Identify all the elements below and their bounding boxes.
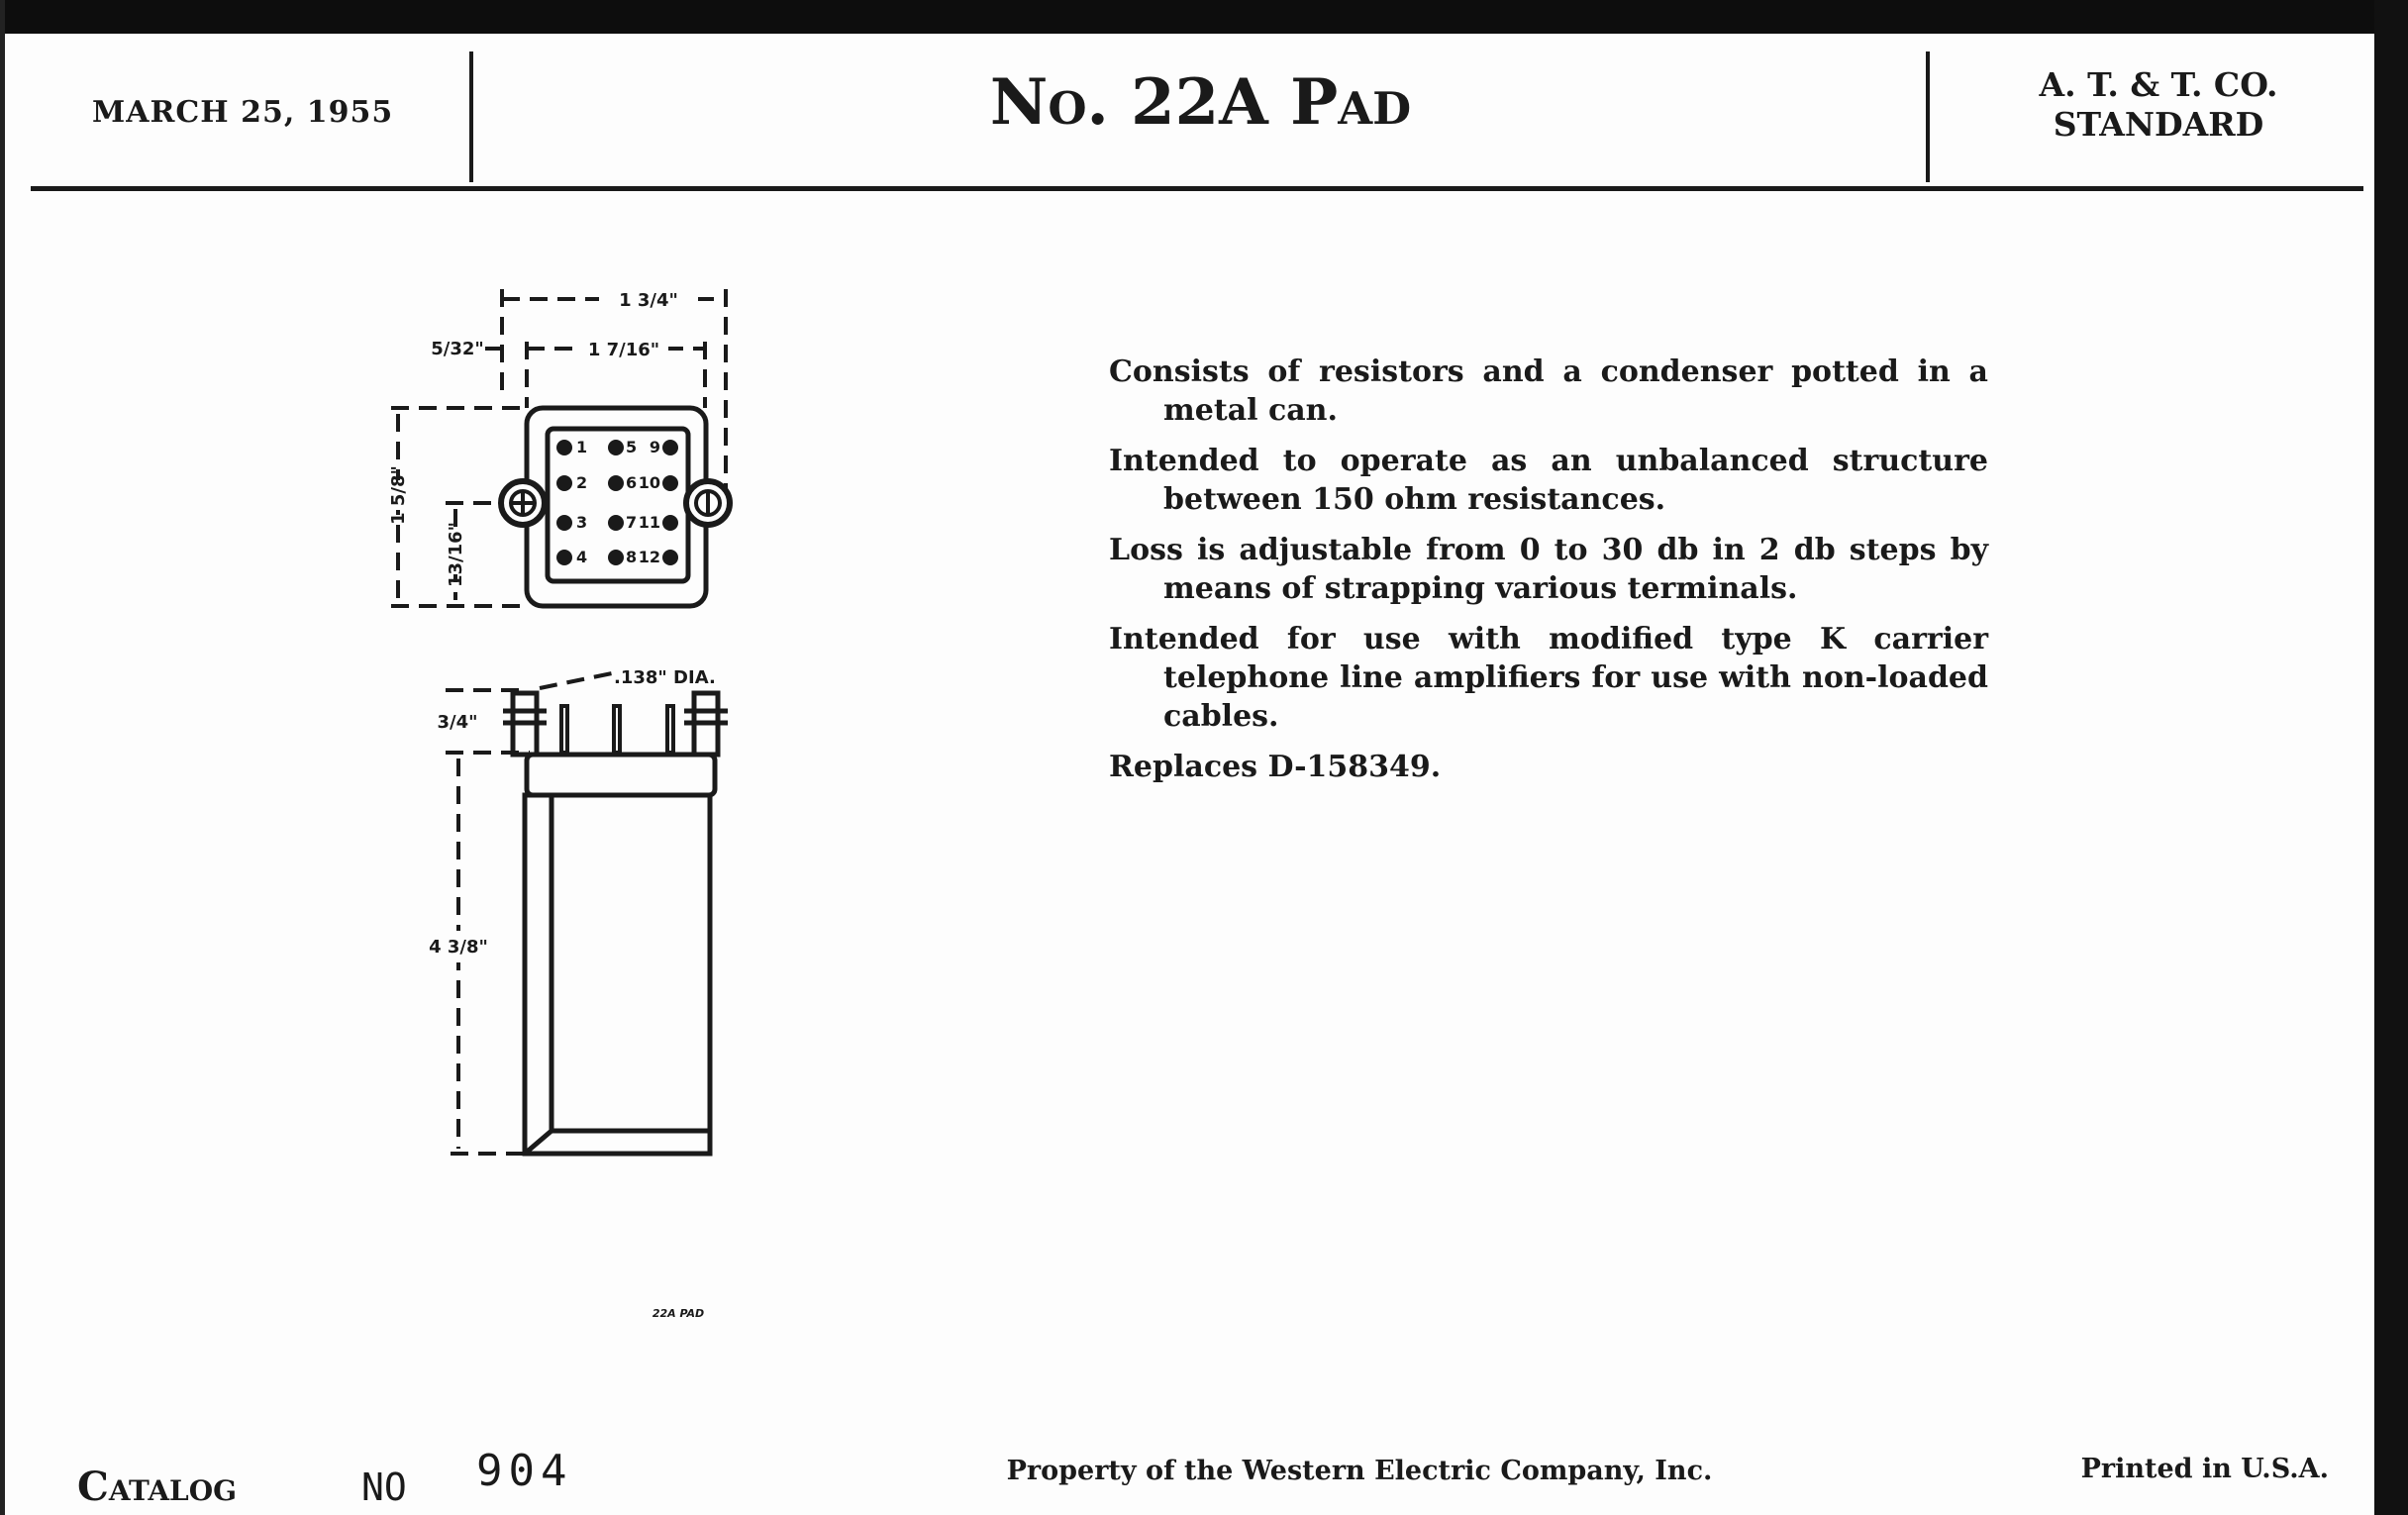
- terminal-label: 5: [626, 438, 638, 456]
- standard-line-1: A. T. & T. CO.: [2039, 65, 2278, 104]
- terminal-pins: [561, 706, 673, 753]
- side-view-dimensions: [446, 673, 612, 1154]
- dimension-stud-height: 3/4": [437, 712, 478, 733]
- terminal-label: 4: [576, 548, 588, 566]
- terminal-label: 12: [638, 548, 660, 566]
- dimension-overall-width: 1 3/4": [619, 290, 678, 311]
- catalog-label: Catalog: [77, 1464, 238, 1510]
- dimension-mount-height: 13/16": [446, 521, 466, 588]
- top-view-can: [527, 408, 706, 606]
- description-paragraph: Replaces D-158349.: [1109, 750, 1442, 784]
- terminal-label: 8: [626, 548, 638, 566]
- dimension-height: 1 5/8": [388, 465, 409, 525]
- dimension-terminal-span: 1 7/16": [587, 340, 660, 360]
- property-notice: Property of the Western Electric Company, Inc.: [1006, 1456, 1713, 1486]
- terminal-label: 7: [626, 513, 638, 532]
- mounting-ear-left: [501, 481, 545, 525]
- dimension-offset: 5/32": [431, 339, 484, 359]
- terminal-label: 2: [576, 473, 588, 492]
- dimension-can-height: 4 3/8": [429, 937, 488, 958]
- terminals: [556, 440, 678, 565]
- standard-line-2: STANDARD: [2053, 105, 2264, 144]
- description-paragraph: Intended for use with modified type K carrier telephone line amplifiers for use with non-loaded cables.: [1109, 622, 1988, 734]
- dimension-stud-dia: .138" DIA.: [614, 667, 716, 688]
- terminal-label: 3: [576, 513, 588, 532]
- terminal-label: 10: [638, 473, 660, 492]
- terminal-label: 11: [638, 513, 660, 532]
- catalog-number: 904: [476, 1446, 573, 1496]
- side-view-can: [525, 755, 715, 1154]
- mounting-ear-right: [686, 481, 730, 525]
- description-paragraph: Intended to operate as an unbalanced structure between 150 ohm resistances.: [1109, 444, 1988, 517]
- printed-notice: Printed in U.S.A.: [2080, 1454, 2329, 1484]
- issue-date: MARCH 25, 1955: [92, 95, 394, 130]
- description-paragraph: Loss is adjustable from 0 to 30 db in 2 db steps by means of strapping various terminals.: [1109, 533, 1988, 606]
- drawing-label: 22A PAD: [652, 1307, 705, 1320]
- terminal-label: 9: [649, 438, 660, 456]
- catalog-no-label: NO: [361, 1465, 407, 1509]
- description-paragraph: Consists of resistors and a condenser potted in a metal can.: [1109, 354, 1988, 428]
- page-title: No. 22A Pad: [989, 65, 1412, 140]
- terminal-label: 1: [576, 438, 588, 456]
- terminal-label: 6: [626, 473, 638, 492]
